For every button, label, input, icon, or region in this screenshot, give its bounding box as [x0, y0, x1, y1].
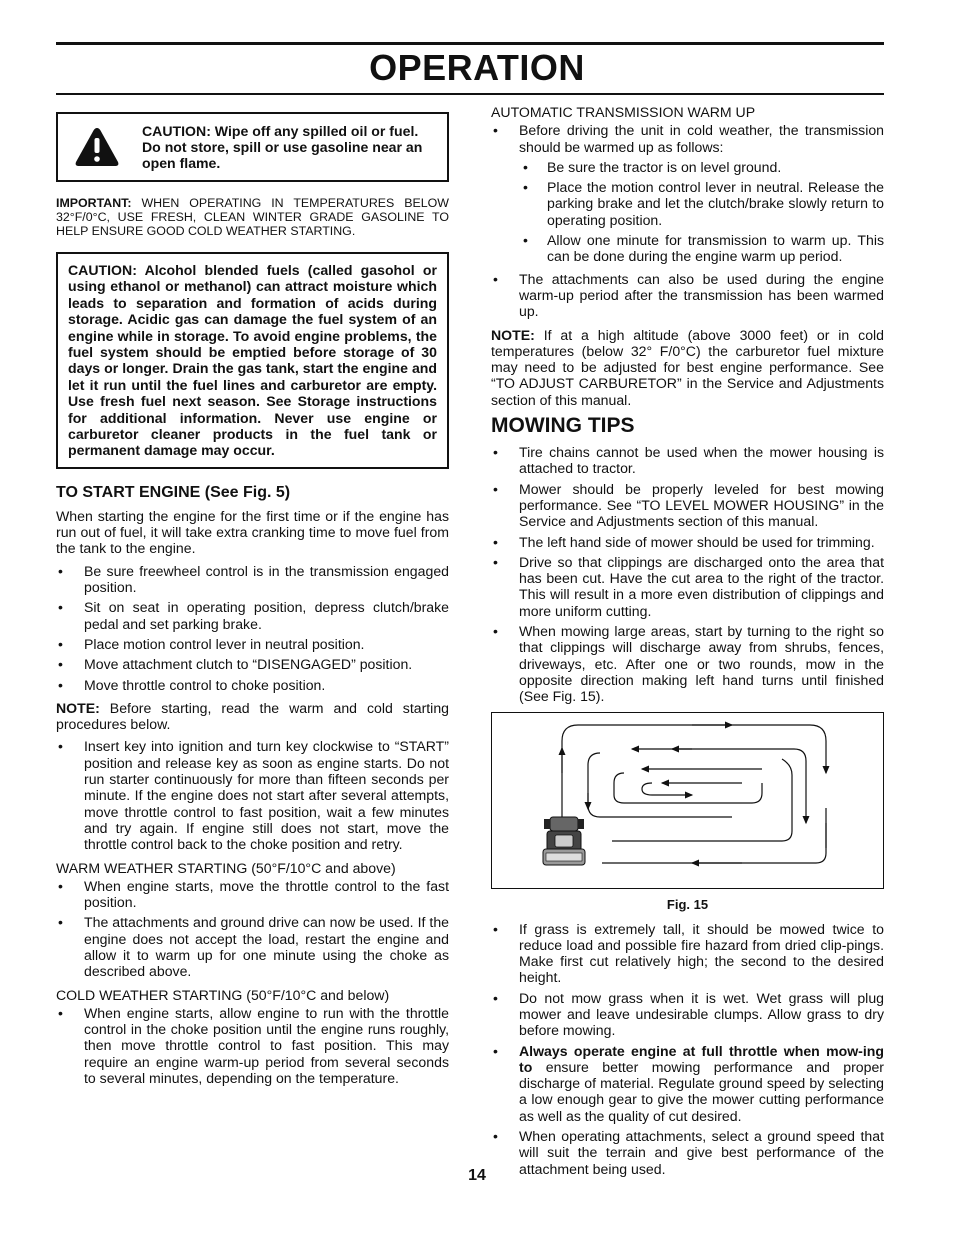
- figure-15-mowing-pattern: [491, 712, 884, 889]
- list-item: • The attachments and ground drive can now be used. If the engine does not accept the load, restart the engine and allow it to warm up for one minute using the choke as described above.: [56, 914, 449, 979]
- list-item: • When engine starts, move the throttle control to the fast position.: [56, 878, 449, 911]
- throttle-bold-text: Always operate engine at full throttle when mow-ing to: [519, 1042, 884, 1075]
- caution-box-spill: [56, 112, 449, 182]
- list-item: • If grass is extremely tall, it should be mowed twice to reduce load and possible fire hazard from dried clip-pings. Make first cut relatively high; the second to the desired height.: [491, 921, 884, 986]
- list-item: • Place motion control lever in neutral position.: [56, 636, 449, 652]
- altitude-note: [491, 327, 884, 408]
- header-rule-bottom: [56, 93, 884, 95]
- start-note: [56, 700, 449, 733]
- auto-transmission-list: [491, 122, 884, 155]
- cold-weather-heading: COLD WEATHER STARTING (50°F/10°C and below): [56, 986, 390, 1003]
- warm-weather-list: [56, 878, 449, 980]
- warning-triangle-icon: [74, 126, 120, 168]
- mowing-pattern-diagram: [492, 713, 882, 887]
- list-item: • Tire chains cannot be used when the mower housing is attached to tractor.: [491, 444, 884, 477]
- mowing-tips-heading: MOWING TIPS: [491, 414, 635, 438]
- list-item: • The left hand side of mower should be used for trimming.: [491, 534, 884, 550]
- note-label: NOTE:: [56, 699, 100, 716]
- important-text: WHEN OPERATING IN TEMPERATURES BELOW 32°F/0°C, USE FRESH, CLEAN WINTER GRADE GASOLINE TO HELP ENSURE GOOD COLD WEATHER STARTING.: [56, 196, 449, 238]
- key-list: [56, 738, 449, 852]
- header-rule-top: [56, 42, 884, 45]
- start-engine-heading: TO START ENGINE (See Fig. 5): [56, 483, 291, 501]
- cold-weather-list: [56, 1005, 449, 1086]
- list-item: [491, 1043, 884, 1124]
- list-item: • Insert key into ignition and turn key clockwise to “START” position and release key as soon as engine starts. Do not run starter continuously for more than fifteen seconds per minute. If the engine does not start after several attempts, move throttle control to fast position, wait a few minutes and try again. If engine still does not start, move the throttle control back to the choke position and retry.: [56, 738, 449, 852]
- list-item: • Sit on seat in operating position, depress clutch/brake pedal and set parking brake.: [56, 599, 449, 632]
- caution-box-alcohol-fuel: CAUTION: Alcohol blended fuels (called gasohol or using ethanol or methanol) can attract moisture which leads to separation and formation of acids during storage. Acidic gas can damage the fuel system of an engine while in storage. To avoid engine problems, the fuel system should be emptied before storage of 30 days or longer. Drain the gas tank, start the engine and let it run until the fuel lines and carburetor are empty. Use fresh fuel next season. See Storage instructions for additional information. Never use engine or carburetor cleaner products in the fuel tank or permanent damage may occur.: [56, 252, 449, 469]
- auto-transmission-heading: AUTOMATIC TRANSMISSION WARM UP: [491, 104, 756, 120]
- list-item: • Allow one minute for transmission to warm up. This can be done during the engine warm up period.: [491, 232, 884, 265]
- auto-transmission-sublist: [491, 159, 884, 265]
- page-title: OPERATION: [369, 47, 585, 88]
- list-item: • When operating attachments, select a ground speed that will suit the terrain and give best performance of the attachment being used.: [491, 1128, 884, 1177]
- important-notice: [56, 196, 449, 238]
- throttle-rest-text: ensure better mowing performance and proper discharge of material. Regulate ground speed by selecting a low enough gear to give the mower cutting performance as well as the quality of cut desired.: [519, 1058, 884, 1124]
- list-item: • Do not mow grass when it is wet. Wet grass will plug mower and leave undesirable clumps. Allow grass to dry before mowing.: [491, 990, 884, 1039]
- list-item: • Mower should be properly leveled for best mowing performance. See “TO LEVEL MOWER HOUSING” in the Service and Adjustments section of this manual.: [491, 481, 884, 530]
- note-text: If at a high altitude (above 3000 feet) or in cold temperatures (below 32° F/0°C) the carburetor fuel mixture may need to be adjusted for best engine performance. See “TO ADJUST CARBURETOR” in the Service and Adjustments section of this manual.: [491, 326, 884, 408]
- start-engine-intro: When starting the engine for the first time or if the engine has run out of fuel, it will take extra cranking time to move fuel from the tank to the engine.: [56, 507, 449, 557]
- auto-transmission-list-2: [491, 271, 884, 320]
- figure-caption: Fig. 15: [666, 896, 709, 912]
- list-item: • When engine starts, allow engine to run with the throttle control in the choke position until the engine runs roughly, then move throttle control to fast position. This may require an engine warm-up period from several seconds to several minutes, depending on the temperature.: [56, 1005, 449, 1086]
- list-item: • Drive so that clippings are discharged onto the area that has been cut. Have the cut area to the right of the tractor. This will result in a more even distribution of clippings and more uniform cutting.: [491, 554, 884, 619]
- note-label: NOTE:: [491, 326, 535, 343]
- list-item: • When mowing large areas, start by turning to the right so that clippings will discharge away from shrubs, fences, driveways, etc. After one or two rounds, mow in the opposite direction making left hand turns until finished (See Fig. 15).: [491, 623, 884, 704]
- list-item: • The attachments can also be used during the engine warm-up period after the transmission has been warmed up.: [491, 271, 884, 320]
- list-item: • Be sure freewheel control is in the transmission engaged position.: [56, 563, 449, 596]
- list-item: • Move attachment clutch to “DISENGAGED” position.: [56, 656, 449, 672]
- list-item: • Place the motion control lever in neutral. Release the parking brake and let the clutch/brake slowly return to operating position.: [491, 179, 884, 228]
- start-engine-list: [56, 563, 449, 693]
- left-column: [56, 104, 449, 1093]
- note-text: Before starting, read the warm and cold starting procedures below.: [56, 699, 449, 733]
- page-number: 14: [468, 1167, 486, 1184]
- mowing-tips-list: [491, 444, 884, 704]
- important-label: IMPORTANT:: [56, 196, 132, 210]
- right-column: [491, 104, 884, 1184]
- list-item: • Move throttle control to choke position.: [56, 677, 449, 693]
- list-item: • Before driving the unit in cold weather, the transmission should be warmed up as follows:: [491, 122, 884, 155]
- list-item: • Be sure the tractor is on level ground.: [491, 159, 884, 175]
- tractor-icon: [543, 817, 585, 865]
- warm-weather-heading: WARM WEATHER STARTING (50°F/10°C and above): [56, 859, 396, 876]
- mowing-tips-list-2: [491, 921, 884, 1177]
- caution-spill-text: CAUTION: Wipe off any spilled oil or fuel. Do not store, spill or use gasoline near an open flame.: [142, 123, 423, 171]
